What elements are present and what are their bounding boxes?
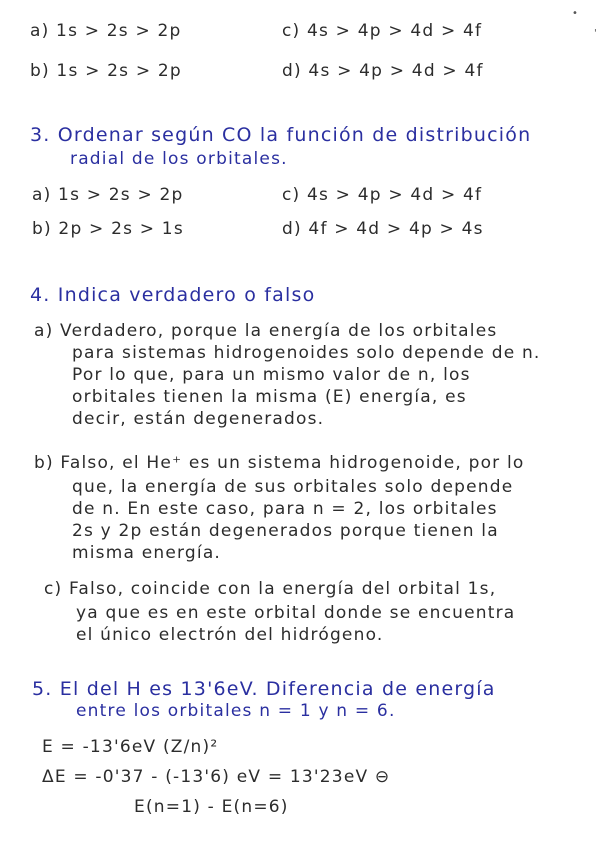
- q3-option-c: c) 4s > 4p > 4d > 4f: [282, 185, 483, 205]
- q3-option-b: b) 2p > 2s > 1s: [32, 219, 184, 239]
- q4-a-line: orbitales tienen la misma (E) energía, es: [72, 387, 467, 407]
- q4-c-line: c) Falso, coincide con la energía del orbital 1s,: [44, 579, 497, 599]
- row2-option-b: b) 1s > 2s > 2p: [30, 61, 182, 81]
- q3-option-d: d) 4f > 4d > 4p > 4s: [282, 219, 484, 239]
- q4-b-line: 2s y 2p están degenerados porque tienen la: [72, 521, 499, 541]
- row1-option-a: a) 1s > 2s > 2p: [30, 21, 182, 41]
- q3-heading-line2: radial de los orbitales.: [70, 149, 288, 169]
- q4-heading: 4. Indica verdadero o falso: [30, 284, 316, 306]
- q4-a-line: para sistemas hidrogenoides solo depende de n.: [72, 343, 541, 363]
- q4-c-line: ya que es en este orbital donde se encuentra: [76, 603, 516, 623]
- q4-a-line: Por lo que, para un mismo valor de n, los: [72, 365, 471, 385]
- q4-b-line: de n. En este caso, para n = 2, los orbitales: [72, 499, 498, 519]
- q3-option-a: a) 1s > 2s > 2p: [32, 185, 184, 205]
- row1-option-c: c) 4s > 4p > 4d > 4f: [282, 21, 483, 41]
- q4-a-line: a) Verdadero, porque la energía de los orbitales: [34, 321, 498, 341]
- q4-b-line: misma energía.: [72, 543, 222, 563]
- q4-c-line: el único electrón del hidrógeno.: [76, 625, 384, 645]
- corner-mark-right: ': [594, 28, 597, 39]
- q5-heading-line1: 5. El del H es 13'6eV. Diferencia de energía: [32, 678, 496, 700]
- q5-equation-delta: ΔE = -0'37 - (-13'6) eV = 13'23eV ⊖: [42, 767, 391, 787]
- row2-option-d: d) 4s > 4p > 4d > 4f: [282, 61, 484, 81]
- corner-mark-top: •: [572, 8, 578, 19]
- q5-equation-difference: E(n=1) - E(n=6): [134, 797, 289, 817]
- q4-b-line: que, la energía de sus orbitales solo depende: [72, 477, 514, 497]
- q4-a-line: decir, están degenerados.: [72, 409, 325, 429]
- q4-b-line: b) Falso, el He⁺ es un sistema hidrogenoide, por lo: [34, 453, 525, 473]
- q3-heading-line1: 3. Ordenar según CO la función de distribución: [30, 124, 532, 146]
- q5-heading-line2: entre los orbitales n = 1 y n = 6.: [76, 701, 396, 721]
- q5-equation-energy: E = -13'6eV (Z/n)²: [42, 737, 219, 757]
